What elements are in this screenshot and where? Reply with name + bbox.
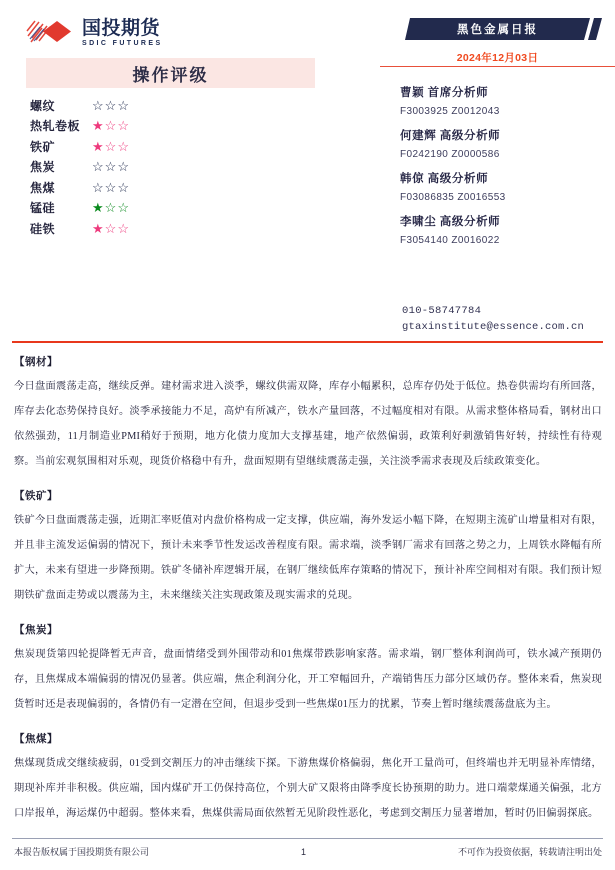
star-outline-icon: ☆: [92, 179, 104, 195]
rating-stars: [92, 140, 129, 153]
star-outline-icon: ☆: [117, 118, 129, 134]
report-header: [0, 0, 615, 340]
analyst-license-codes: F03086835 Z0016553: [400, 192, 506, 203]
star-outline-icon: ☆: [104, 138, 117, 154]
star-outline-icon: ☆: [117, 200, 129, 216]
rating-product-name: 铁矿: [30, 139, 56, 154]
star-filled-icon: ★: [92, 200, 104, 216]
star-filled-icon: ★: [92, 220, 104, 236]
rating-row: [30, 116, 320, 137]
contact-block: [402, 303, 615, 335]
section-gap: [14, 476, 602, 486]
logo-text: [82, 18, 163, 47]
header-divider: [12, 341, 603, 343]
analyst-entry: [400, 170, 615, 208]
analyst-name: 李啸尘 高级分析师: [400, 216, 501, 228]
star-outline-icon: ☆: [117, 138, 129, 154]
rating-row: [30, 95, 320, 116]
footer-disclaimer: 不可作为投资依据，转载请注明出处: [457, 847, 602, 857]
analyst-name: 曹颖 首席分析师: [400, 87, 489, 99]
analyst-license-codes: F3054140 Z0016022: [400, 235, 500, 246]
star-outline-icon: ☆: [104, 220, 117, 236]
date-divider: [380, 66, 615, 67]
star-outline-icon: ☆: [117, 97, 129, 113]
section-heading: 【钢材】: [14, 357, 58, 368]
star-outline-icon: ☆: [117, 179, 129, 195]
section-gap: [14, 719, 602, 729]
analyst-entry: [400, 127, 615, 165]
rating-stars: [92, 222, 129, 235]
ratings-list: [30, 95, 320, 239]
footer-copyright: 本报告版权属于国投期货有限公司: [14, 847, 150, 857]
report-body: [14, 352, 602, 828]
star-outline-icon: ☆: [104, 97, 117, 113]
rating-product-name: 硅铁: [30, 221, 56, 236]
section-paragraph: 焦煤现货成交继续疲弱，01受到交割压力的冲击继续下探。下游焦煤价格偏弱，焦化开工量尚可，但终端也并无明显补库情绪，期现补库并非积极。供应端，国内煤矿开工仍保持高位，个别大矿又限将由降季度长协预期的助力。进口端蒙煤通关偏强，北方口岸报单，海运煤仍中超弱。整体来看，焦煤供需局面依然暂无见阶段性恶化，考虑到交割压力显著增加，暂时仍旧偏弱探底。: [14, 758, 602, 819]
rating-stars: [92, 201, 129, 214]
analyst-entry: [400, 213, 615, 251]
report-section: [14, 352, 602, 474]
ratings-panel-title-text: 操作评级: [132, 65, 209, 85]
banner-tail-shape: [588, 18, 602, 40]
star-outline-icon: ☆: [117, 220, 129, 236]
contact-email: gtaxinstitute@essence.com.cn: [402, 321, 585, 333]
star-outline-icon: ☆: [92, 97, 104, 113]
rating-product-name: 锰硅: [30, 201, 56, 216]
star-outline-icon: ☆: [92, 159, 104, 175]
section-heading: 【焦煤】: [14, 734, 58, 745]
company-logo: [26, 18, 163, 47]
star-filled-icon: ★: [92, 138, 104, 154]
analyst-list: [400, 84, 615, 256]
rating-row: [30, 136, 320, 157]
rating-row: [30, 218, 320, 239]
section-gap: [14, 610, 602, 620]
analyst-name: 韩倞 高级分析师: [400, 173, 489, 185]
logo-name-en: SDIC FUTURES: [82, 40, 163, 47]
rating-stars: [92, 181, 129, 194]
report-date: [400, 48, 595, 66]
report-section: [14, 729, 602, 826]
rating-stars: [92, 160, 129, 173]
analyst-license-codes: F0242190 Z0000586: [400, 149, 500, 160]
rating-stars: [92, 99, 129, 112]
report-section: [14, 620, 602, 717]
section-heading: 【铁矿】: [14, 491, 58, 502]
rating-row: [30, 177, 320, 198]
ratings-panel-title: [26, 58, 315, 88]
rating-row: [30, 157, 320, 178]
report-section: [14, 486, 602, 608]
star-outline-icon: ☆: [104, 118, 117, 134]
rating-product-name: 焦煤: [30, 180, 56, 195]
footer-page-number: 1: [300, 846, 306, 857]
rating-stars: [92, 119, 129, 132]
section-heading: 【焦炭】: [14, 625, 58, 636]
star-outline-icon: ☆: [117, 159, 129, 175]
footer-divider: [12, 838, 603, 839]
logo-diamond-icon: [26, 18, 76, 44]
logo-name-cn: 国投期货: [82, 18, 161, 39]
star-outline-icon: ☆: [104, 200, 117, 216]
star-outline-icon: ☆: [104, 159, 117, 175]
rating-product-name: 热轧卷板: [30, 119, 81, 134]
report-title-text: 黑色金属日报: [457, 24, 538, 36]
contact-phone: 010-58747784: [402, 305, 482, 317]
analyst-entry: [400, 84, 615, 122]
analyst-name: 何建辉 高级分析师: [400, 130, 501, 142]
report-footer: [14, 845, 602, 858]
section-paragraph: 铁矿今日盘面震荡走强，近期汇率贬值对内盘价格构成一定支撑，供应端，海外发运小幅下降，在短期主流矿山增量相对有限，并且非主流发运偏弱的情况下，预计未来季节性发运改善程度有限。需求端，淡季钢厂需求有回落之势之力，上周铁水降幅有所扩大，未来有望进一步降预期。铁矿冬储补库逻辑开展，在钢厂继续低库存策略的情况下，预计补库空间相对有限。我们预计短期铁矿盘面走势或以震荡为主，未来继续关注实现政策及现实需求的兑现。: [14, 515, 602, 601]
section-paragraph: 今日盘面震荡走高，继续反弹。建材需求进入淡季，螺纹供需双降，库存小幅累积，总库存仍处于低位。热卷供需均有所回落，库存去化态势保持良好。淡季承接能力不足，高炉有所减产，铁水产量回落，不过幅度相对有限。从需求整体格局看，钢材出口依然强劲，11月制造业PMI稍好于预期，地方化债力度加大支撑基建，地产依然偏弱，政策利好刺激销售好转，持续性有待观察。当前宏观氛围相对乐观，现货价格稳中有升，盘面短期有望继续震荡走强，关注淡季需求表现及后续政策变化。: [14, 381, 602, 467]
rating-product-name: 焦炭: [30, 160, 56, 175]
report-date-text: 2024年12月03日: [456, 52, 539, 64]
rating-row: [30, 198, 320, 219]
report-title-banner: [405, 18, 590, 40]
section-paragraph: 焦炭现货第四轮提降暂无声音，盘面情绪受到外围带动和01焦煤带跌影响家落。需求端，钢厂整体利润尚可，铁水减产预期仍存，且焦煤成本端偏弱的情况仍显著。供应端，焦企利润分化，开工窄幅回升，产端销售压力部分区域仍存。整体来看，焦炭现货暂时还是表现偏弱的，各情仍有一定潜在空间，但退步受到一些焦煤01压力的扰累，节奏上暂时继续震荡盘底为主。: [14, 649, 602, 710]
star-outline-icon: ☆: [104, 179, 117, 195]
analyst-license-codes: F3003925 Z0012043: [400, 106, 500, 117]
star-filled-icon: ★: [92, 118, 104, 134]
rating-product-name: 螺纹: [30, 98, 56, 113]
